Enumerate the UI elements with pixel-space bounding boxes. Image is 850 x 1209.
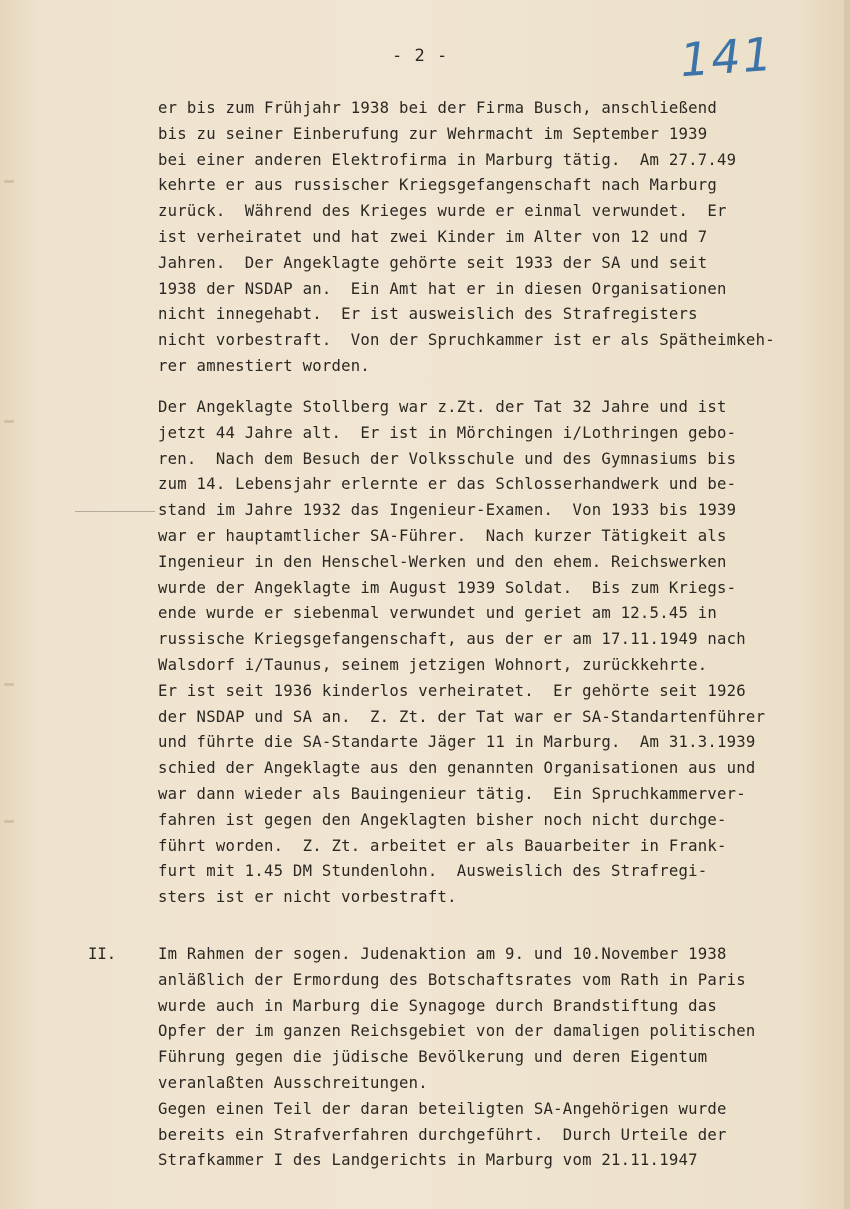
text-line: Er ist seit 1936 kinderlos verheiratet. Er gehörte seit 1926 <box>158 681 746 700</box>
text-line: wurde der Angeklagte im August 1939 Soldat. Bis zum Kriegs- <box>158 578 737 597</box>
text-line: nicht innegehabt. Er ist ausweislich des Strafregisters <box>158 305 698 324</box>
text-line: veranlaßten Ausschreitungen. <box>158 1073 428 1092</box>
text-line: jetzt 44 Jahre alt. Er ist in Mörchingen i/Lothringen gebo- <box>158 423 737 442</box>
text-line: Walsdorf i/Taunus, seinem jetzigen Wohnort, zurückkehrte. <box>158 655 708 674</box>
text-line: Der Angeklagte Stollberg war z.Zt. der Tat 32 Jahre und ist <box>158 398 727 416</box>
text-line: rer amnestiert worden. <box>158 356 371 375</box>
handwritten-folio-number: 141 <box>678 26 776 88</box>
text-line: und führte die SA-Standarte Jäger 11 in Marburg. Am 31.3.1939 <box>158 733 756 752</box>
paper-mark <box>4 180 14 183</box>
paragraph-stollberg-details <box>158 395 848 911</box>
page-number: - 2 - <box>392 46 449 66</box>
text-line: Führung gegen die jüdische Bevölkerung und deren Eigentum <box>158 1048 708 1067</box>
text-line: wurde auch in Marburg die Synagoge durch Brandstiftung das <box>158 996 718 1015</box>
text-line: sters ist er nicht vorbestraft. <box>158 888 457 907</box>
text-line: stand im Jahre 1932 das Ingenieur-Examen. Von 1933 bis 1939 <box>158 501 737 520</box>
text-line: bereits ein Strafverfahren durchgeführt. Durch Urteile der <box>158 1125 727 1144</box>
text-line: Strafkammer I des Landgerichts in Marburg vom 21.11.1947 <box>158 1151 698 1170</box>
text-line: Ingenieur in den Henschel-Werken und den ehem. Reichswerken <box>158 552 727 571</box>
text-line: ren. Nach dem Besuch der Volksschule und des Gymnasiums bis <box>158 449 737 468</box>
text-line: der NSDAP und SA an. Z. Zt. der Tat war er SA-Standartenführer <box>158 707 766 726</box>
text-line: anläßlich der Ermordung des Botschaftsrates vom Rath in Paris <box>158 970 746 989</box>
text-line: ist verheiratet und hat zwei Kinder im Alter von 12 und 7 <box>158 227 708 246</box>
pencil-margin-mark <box>75 511 155 512</box>
paragraph-section-ii <box>158 942 848 1174</box>
paper-mark <box>4 820 14 823</box>
text-line: fahren ist gegen den Angeklagten bisher noch nicht durchge- <box>158 810 727 829</box>
text-line: er bis zum Frühjahr 1938 bei der Firma Busch, anschließend <box>158 99 718 117</box>
section-label: II. <box>88 945 117 963</box>
text-line: ende wurde er siebenmal verwundet und geriet am 12.5.45 in <box>158 604 718 623</box>
text-line: Opfer der im ganzen Reichsgebiet von der damaligen politischen <box>158 1022 756 1041</box>
text-line: furt mit 1.45 DM Stundenlohn. Ausweislich des Strafregi- <box>158 862 708 881</box>
text-line: bis zu seiner Einberufung zur Wehrmacht im September 1939 <box>158 124 708 143</box>
text-line: Jahren. Der Angeklagte gehörte seit 1933 der SA und seit <box>158 253 708 272</box>
text-line: war dann wieder als Bauingenieur tätig. Ein Spruchkammerver- <box>158 784 746 803</box>
text-line: war er hauptamtlicher SA-Führer. Nach kurzer Tätigkeit als <box>158 526 727 545</box>
paper-mark <box>4 420 14 423</box>
text-line: russische Kriegsgefangenschaft, aus der er am 17.11.1949 nach <box>158 630 746 649</box>
text-line: bei einer anderen Elektrofirma in Marburg tätig. Am 27.7.49 <box>158 150 737 169</box>
text-line: Im Rahmen der sogen. Judenaktion am 9. und 10.November 1938 <box>158 945 727 963</box>
paper-mark <box>4 683 14 686</box>
text-line: führt worden. Z. Zt. arbeitet er als Bauarbeiter in Frank- <box>158 836 727 855</box>
text-line: nicht vorbestraft. Von der Spruchkammer ist er als Spätheimkeh- <box>158 331 775 350</box>
paragraph-personal-details-1 <box>158 96 848 380</box>
text-line: 1938 der NSDAP an. Ein Amt hat er in diesen Organisationen <box>158 279 727 298</box>
text-line: zurück. Während des Krieges wurde er einmal verwundet. Er <box>158 202 727 221</box>
text-line: Gegen einen Teil der daran beteiligten SA-Angehörigen wurde <box>158 1099 727 1118</box>
text-line: kehrte er aus russischer Kriegsgefangenschaft nach Marburg <box>158 176 718 195</box>
text-line: zum 14. Lebensjahr erlernte er das Schlosserhandwerk und be- <box>158 475 737 494</box>
text-line: schied der Angeklagte aus den genannten Organisationen aus und <box>158 759 756 778</box>
